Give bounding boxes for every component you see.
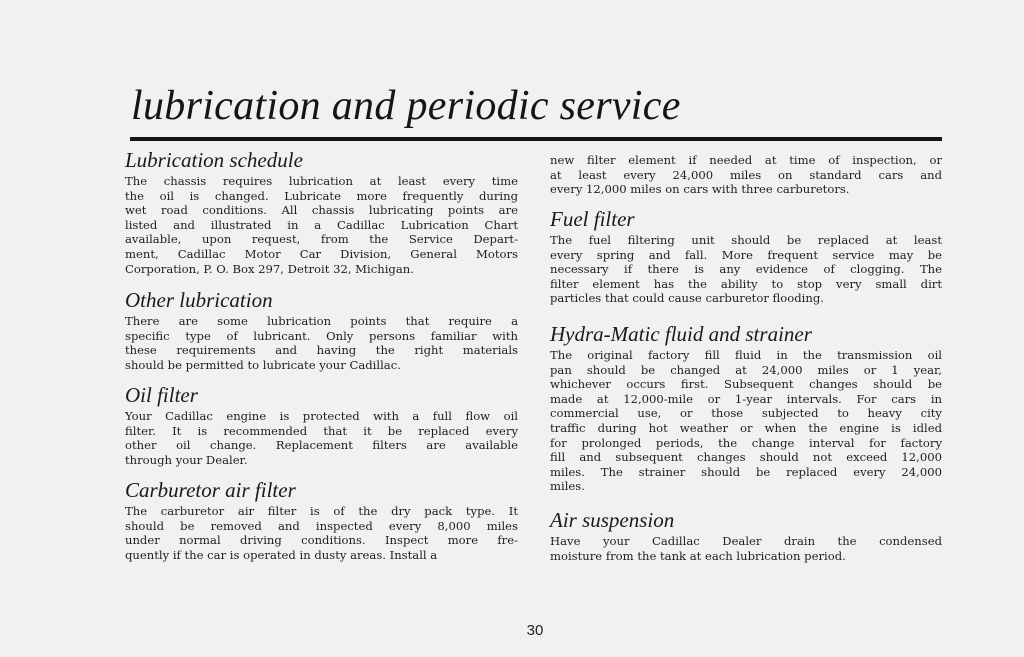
body-text-line: should be permitted to lubricate your Cadillac.: [125, 357, 401, 372]
body-text-line: listed and illustrated in a Cadillac Lubrication Chart: [125, 217, 518, 232]
body-text-line: quently if the car is operated in dusty areas. Install a: [125, 547, 438, 562]
body-text-line: other oil change. Replacement filters are available: [125, 438, 518, 453]
section: [550, 322, 942, 494]
body-text-line: under normal driving conditions. Inspect more fre-: [125, 533, 518, 548]
body-text-line: specific type of lubricant. Only persons familiar with: [125, 328, 518, 343]
body-text-line: The chassis requires lubrication at least every time: [125, 174, 518, 188]
page-title: lubrication and periodic service: [131, 83, 681, 129]
body-text-line: commercial use, or those subjected to heavy city: [550, 406, 942, 421]
body-text-line: filter. It is recommended that it be replaced every: [125, 423, 518, 438]
body-text-line: these requirements and having the right materials: [125, 343, 518, 358]
body-text-line: ment, Cadillac Motor Car Division, General Motors: [125, 246, 518, 261]
body-text-line: miles.: [550, 479, 585, 494]
body-text-line: The fuel filtering unit should be replaced at least: [550, 233, 942, 247]
body-text-line: at least every 24,000 miles on standard cars and: [550, 167, 942, 182]
body-text-line: filter element has the ability to stop very small dirt: [550, 276, 942, 291]
body-text-line: particles that could cause carburetor flooding.: [550, 291, 824, 306]
body-text-line: available, upon request, from the Service Depart-: [125, 232, 518, 247]
body-text-line: wet road conditions. All chassis lubricating points are: [125, 203, 518, 218]
body-text-line: traffic during hot weather or when the engine is idled: [550, 420, 942, 435]
section-heading: Lubrication schedule: [125, 148, 303, 172]
body-text-line: Corporation, P. O. Box 297, Detroit 32, Michigan.: [125, 261, 414, 276]
section-heading: Fuel filter: [550, 207, 635, 231]
body-text-line: necessary if there is any evidence of clogging. The: [550, 262, 942, 277]
section-heading: Hydra-Matic fluid and strainer: [550, 322, 812, 346]
section: [550, 153, 942, 197]
title-rule: [130, 137, 942, 141]
body-text-line: The original factory fill fluid in the transmission oil: [550, 348, 942, 362]
body-text-line: made at 12,000-mile or 1-year intervals. For cars in: [550, 391, 942, 406]
section-heading: Air suspension: [550, 508, 675, 532]
section: [550, 207, 942, 306]
section-heading: Other lubrication: [125, 288, 273, 312]
body-text-line: new filter element if needed at time of inspection, or: [550, 153, 942, 167]
section: [125, 478, 518, 562]
body-text-line: every spring and fall. More frequent service may be: [550, 247, 942, 262]
body-text-line: for prolonged periods, the change interval for factory: [550, 435, 942, 450]
body-text-line: miles. The strainer should be replaced every 24,000: [550, 464, 942, 479]
section: [125, 383, 518, 467]
body-text-line: pan should be changed at 24,000 miles or 1 year,: [550, 362, 942, 377]
page-number: 30: [526, 622, 544, 639]
section-heading: Carburetor air filter: [125, 478, 296, 502]
body-text-line: Your Cadillac engine is protected with a full flow oil: [125, 409, 518, 423]
body-text-line: Have your Cadillac Dealer drain the condensed: [550, 534, 942, 548]
body-text-line: whichever occurs first. Subsequent changes should be: [550, 377, 942, 392]
body-text-line: The carburetor air filter is of the dry pack type. It: [125, 504, 518, 518]
body-text-line: the oil is changed. Lubricate more frequently during: [125, 188, 518, 203]
body-text-line: There are some lubrication points that require a: [125, 314, 518, 328]
section: [550, 508, 942, 563]
body-text-line: fill and subsequent changes should not exceed 12,000: [550, 450, 942, 465]
body-text-line: every 12,000 miles on cars with three carburetors.: [550, 182, 850, 197]
body-text-line: should be removed and inspected every 8,000 miles: [125, 518, 518, 533]
section: [125, 288, 518, 372]
body-text-line: through your Dealer.: [125, 452, 248, 467]
section-heading: Oil filter: [125, 383, 198, 407]
section: [125, 148, 518, 276]
body-text-line: moisture from the tank at each lubrication period.: [550, 548, 846, 563]
